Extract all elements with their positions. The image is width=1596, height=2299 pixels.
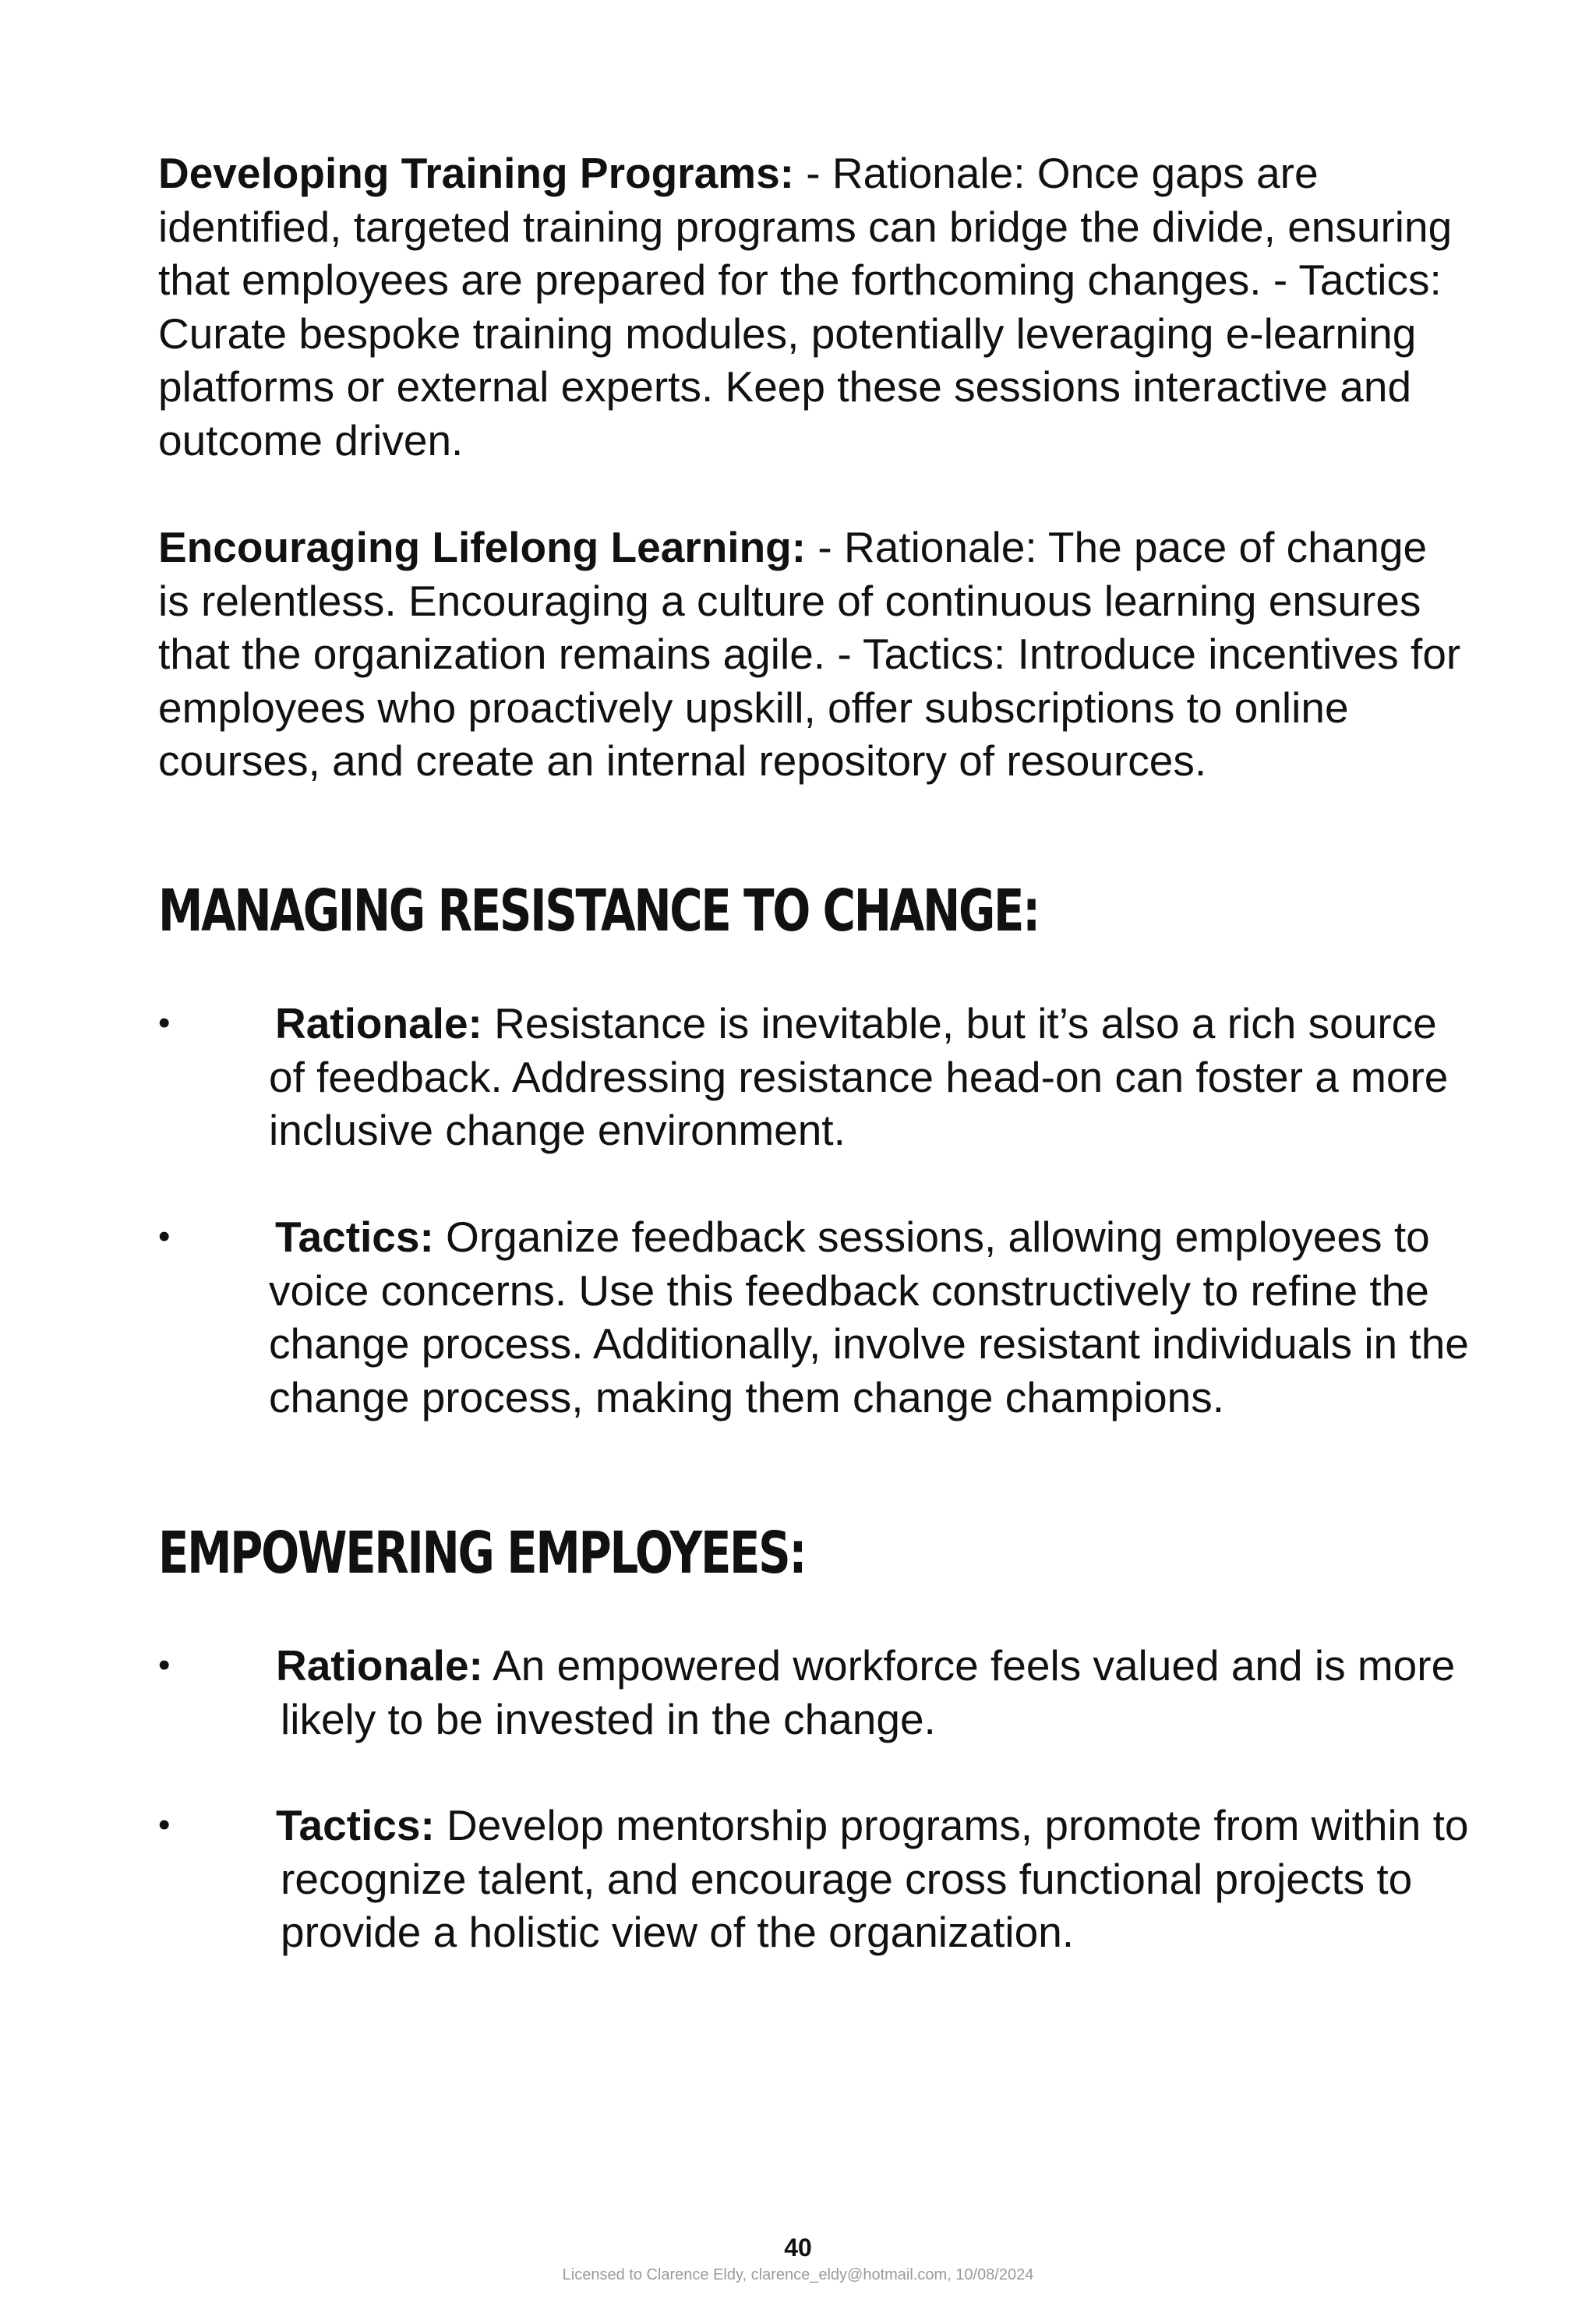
bullet-item-resistance-rationale — [269, 997, 1469, 1157]
bullet-item-empowering-rationale — [276, 1639, 1469, 1746]
bullet-label: Tactics: — [276, 1801, 435, 1849]
paragraph-body: - Rationale: Once gaps are identified, targeted training programs can bridge the divide, ensuring that employees are prepared for the forthcoming changes. - Tactics: Curate bespoke training modules, potentially leveraging e-learning platforms or external experts. Keep these sessions interactive and outcome driven. — [158, 149, 1453, 464]
bullet-item-resistance-tactics — [269, 1210, 1469, 1424]
bullet-label: Rationale: — [275, 999, 482, 1047]
bullet-marker: • — [158, 1806, 171, 1844]
paragraph-training-programs — [158, 147, 1467, 467]
bullet-label: Rationale: — [276, 1641, 483, 1690]
bullet-text: Resistance is inevitable, but it’s also a rich source of feedback. Addressing resistance head-on can foster a more inclusive change environment. — [269, 999, 1449, 1154]
bullet-item-empowering-tactics — [276, 1799, 1469, 1959]
section-heading-resistance: MANAGING RESISTANCE TO CHANGE: — [158, 878, 1039, 945]
paragraph-lifelong-learning — [158, 521, 1467, 788]
section-heading-empowering: EMPOWERING EMPLOYEES: — [158, 1520, 806, 1587]
bullet-text: An empowered workforce feels valued and is more likely to be invested in the change. — [281, 1641, 1456, 1743]
bullet-text: Organize feedback sessions, allowing employees to voice concerns. Use this feedback constructively to refine the change process. Additionally, involve resistant individuals in the change process, making them change champions. — [269, 1213, 1469, 1421]
bullet-marker: • — [158, 1646, 171, 1684]
page-number: 40 — [784, 2234, 812, 2262]
paragraph-label: Developing Training Programs: — [158, 149, 794, 197]
bullet-marker: • — [158, 1004, 171, 1042]
bullet-text: Develop mentorship programs, promote from within to recognize talent, and encourage cross functional projects to provide a holistic view of the organization. — [281, 1801, 1469, 1956]
bullet-label: Tactics: — [275, 1213, 434, 1261]
bullet-marker: • — [158, 1217, 171, 1255]
paragraph-label: Encouraging Lifelong Learning: — [158, 523, 807, 571]
license-notice: Licensed to Clarence Eldy, clarence_eldy@hotmail.com, 10/08/2024 — [562, 2266, 1034, 2283]
paragraph-body: - Rationale: The pace of change is relentless. Encouraging a culture of continuous learning ensures that the organization remains agile. - Tactics: Introduce incentives for employees who proactively upskill, offer subscriptions to online courses, and create an internal repository of resources. — [158, 523, 1461, 785]
